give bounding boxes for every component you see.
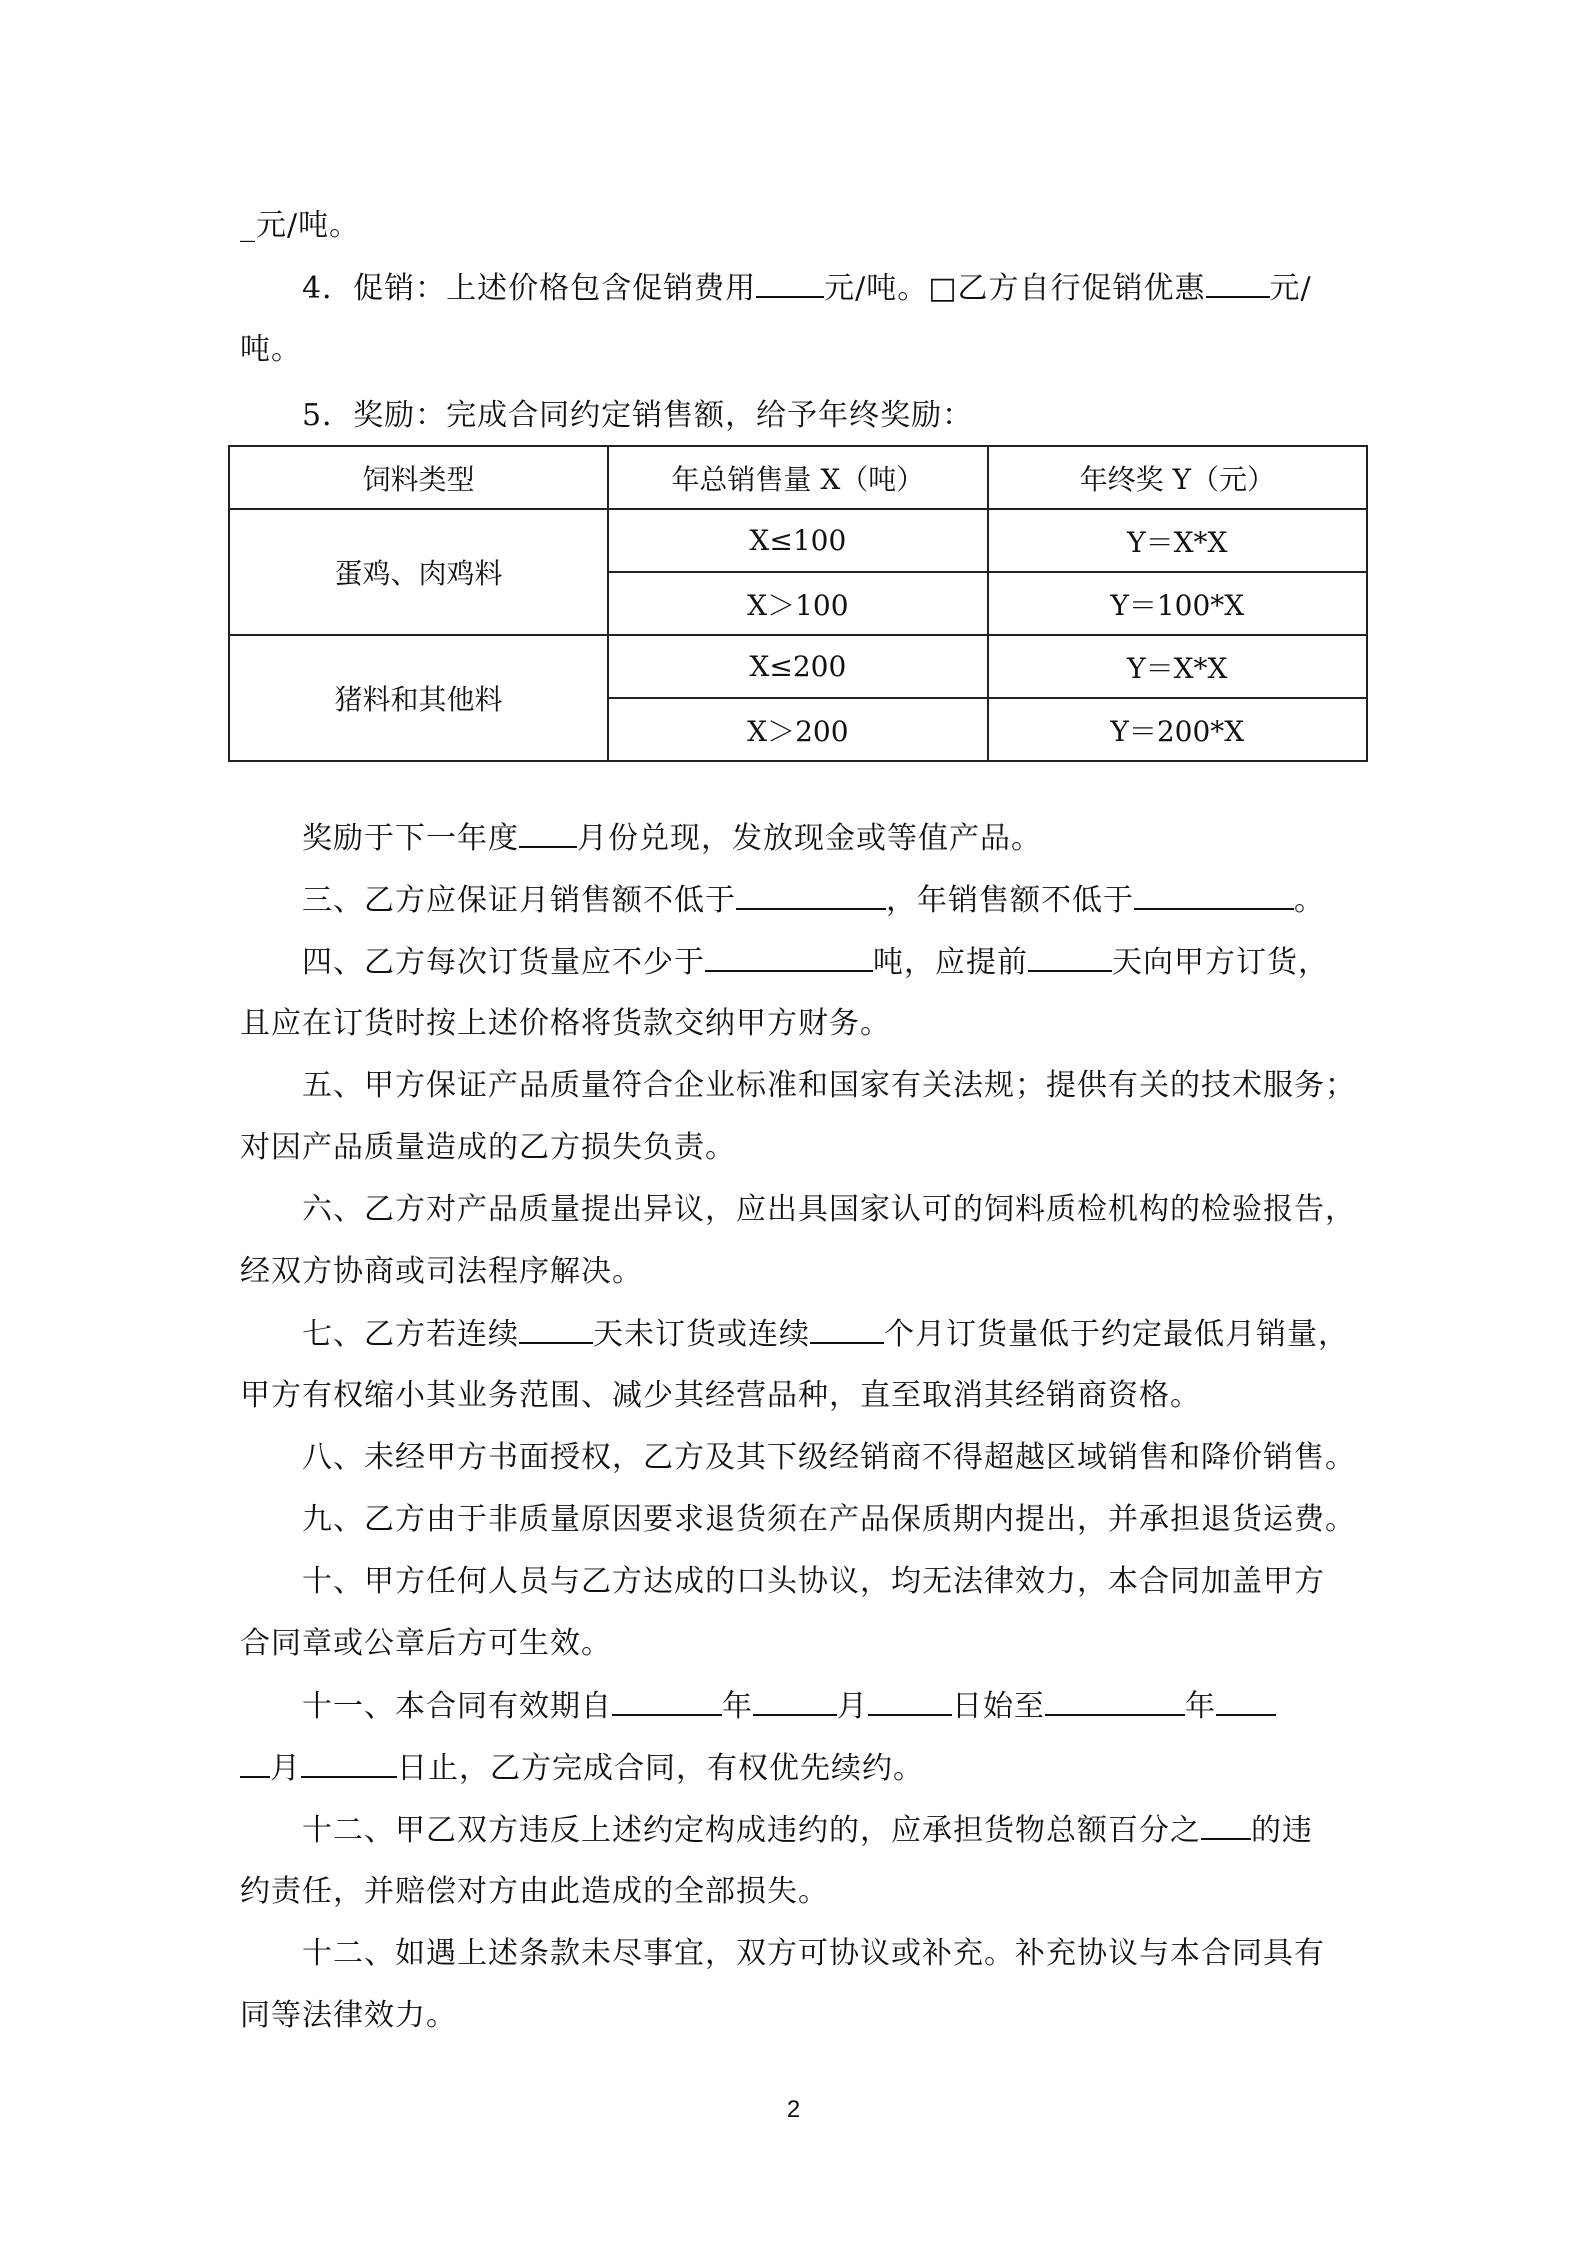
paragraph-line: 九、乙方由于非质量原因要求退货须在产品保质期内提出，并承担退货运费。	[302, 1502, 1356, 1537]
table-header-cell: 饲料类型	[229, 446, 608, 509]
paragraph-line: 同等法律效力。	[240, 1998, 457, 2033]
paragraph-line: 且应在订货时按上述价格将货款交纳甲方财务。	[240, 1006, 891, 1041]
fill-blank	[868, 1686, 952, 1716]
paragraph-line: 三、乙方应保证月销售额不低于 ，年销售额不低于 。	[302, 880, 1325, 921]
paragraph-line: 奖励于下一年度 月份兑现，发放现金或等值产品。	[302, 818, 1042, 859]
paragraph-line: 五、甲方保证产品质量符合企业标准和国家有关法规；提供有关的技术服务；	[302, 1068, 1356, 1103]
fill-blank	[756, 268, 824, 298]
page-number: 2	[786, 2096, 801, 2123]
fill-blank	[1045, 1686, 1185, 1716]
fill-blank	[1201, 1810, 1251, 1840]
bonus-cell: Y＝100*X	[988, 572, 1367, 635]
paragraph-line: 十、甲方任何人员与乙方达成的口头协议，均无法律效力，本合同加盖甲方	[302, 1564, 1325, 1599]
reward-table	[228, 445, 1368, 762]
paragraph-line: 5．奖励：完成合同约定销售额，给予年终奖励：	[302, 398, 974, 433]
paragraph-line: 4．促销：上述价格包含促销费用 元/吨。□乙方自行促销优惠 元/	[302, 268, 1312, 309]
fill-blank	[736, 880, 886, 910]
feed-type-cell: 猪料和其他料	[229, 635, 608, 761]
paragraph-line: 十二、甲乙双方违反上述约定构成违约的，应承担货物总额百分之 的违	[302, 1810, 1313, 1851]
fill-blank	[612, 1686, 722, 1716]
paragraph-line: 七、乙方若连续 天未订货或连续 个月订货量低于约定最低月销量，	[302, 1314, 1349, 1355]
fill-blank	[519, 818, 577, 848]
table-row	[229, 509, 1367, 572]
table-header-cell: 年终奖 Y（元）	[988, 446, 1367, 509]
paragraph-line: 八、未经甲方书面授权，乙方及其下级经销商不得超越区域销售和降价销售。	[302, 1440, 1356, 1475]
table-header-cell: 年总销售量 X（吨）	[608, 446, 987, 509]
fill-blank	[1206, 268, 1270, 298]
fill-blank	[1216, 1686, 1276, 1716]
sales-volume-cell: X＞200	[608, 698, 987, 761]
fill-blank	[240, 1748, 270, 1778]
paragraph-line: 月 日止，乙方完成合同，有权优先续约。	[240, 1748, 924, 1789]
fill-blank	[753, 1686, 837, 1716]
fill-blank	[1028, 942, 1112, 972]
sales-volume-cell: X≤200	[608, 635, 987, 698]
paragraph-line: 六、乙方对产品质量提出异议，应出具国家认可的饲料质检机构的检验报告，	[302, 1192, 1356, 1227]
fill-blank	[705, 942, 873, 972]
sales-volume-cell: X＞100	[608, 572, 987, 635]
paragraph-line: 十一、本合同有效期自 年 月 日始至 年	[302, 1686, 1276, 1727]
paragraph-line: 对因产品质量造成的乙方损失负责。	[240, 1130, 736, 1165]
paragraph-line: _元/吨。	[240, 208, 361, 243]
fill-blank	[810, 1314, 884, 1344]
paragraph-line: 合同章或公章后方可生效。	[240, 1626, 612, 1661]
feed-type-cell: 蛋鸡、肉鸡料	[229, 509, 608, 635]
bonus-cell: Y＝X*X	[988, 509, 1367, 572]
paragraph-line: 约责任，并赔偿对方由此造成的全部损失。	[240, 1874, 829, 1909]
paragraph-line: 吨。	[240, 332, 302, 367]
paragraph-line: 甲方有权缩小其业务范围、减少其经营品种，直至取消其经销商资格。	[240, 1378, 1201, 1413]
bonus-cell: Y＝200*X	[988, 698, 1367, 761]
paragraph-line: 四、乙方每次订货量应不少于 吨，应提前 天向甲方订货，	[302, 942, 1329, 983]
table-row	[229, 635, 1367, 698]
fill-blank	[519, 1314, 593, 1344]
table-header-row	[229, 446, 1367, 509]
paragraph-line: 十二、如遇上述条款未尽事宜，双方可协议或补充。补充协议与本合同具有	[302, 1936, 1325, 1971]
bonus-cell: Y＝X*X	[988, 635, 1367, 698]
fill-blank	[301, 1748, 397, 1778]
paragraph-line: 经双方协商或司法程序解决。	[240, 1254, 643, 1289]
fill-blank	[1134, 880, 1294, 910]
sales-volume-cell: X≤100	[608, 509, 987, 572]
